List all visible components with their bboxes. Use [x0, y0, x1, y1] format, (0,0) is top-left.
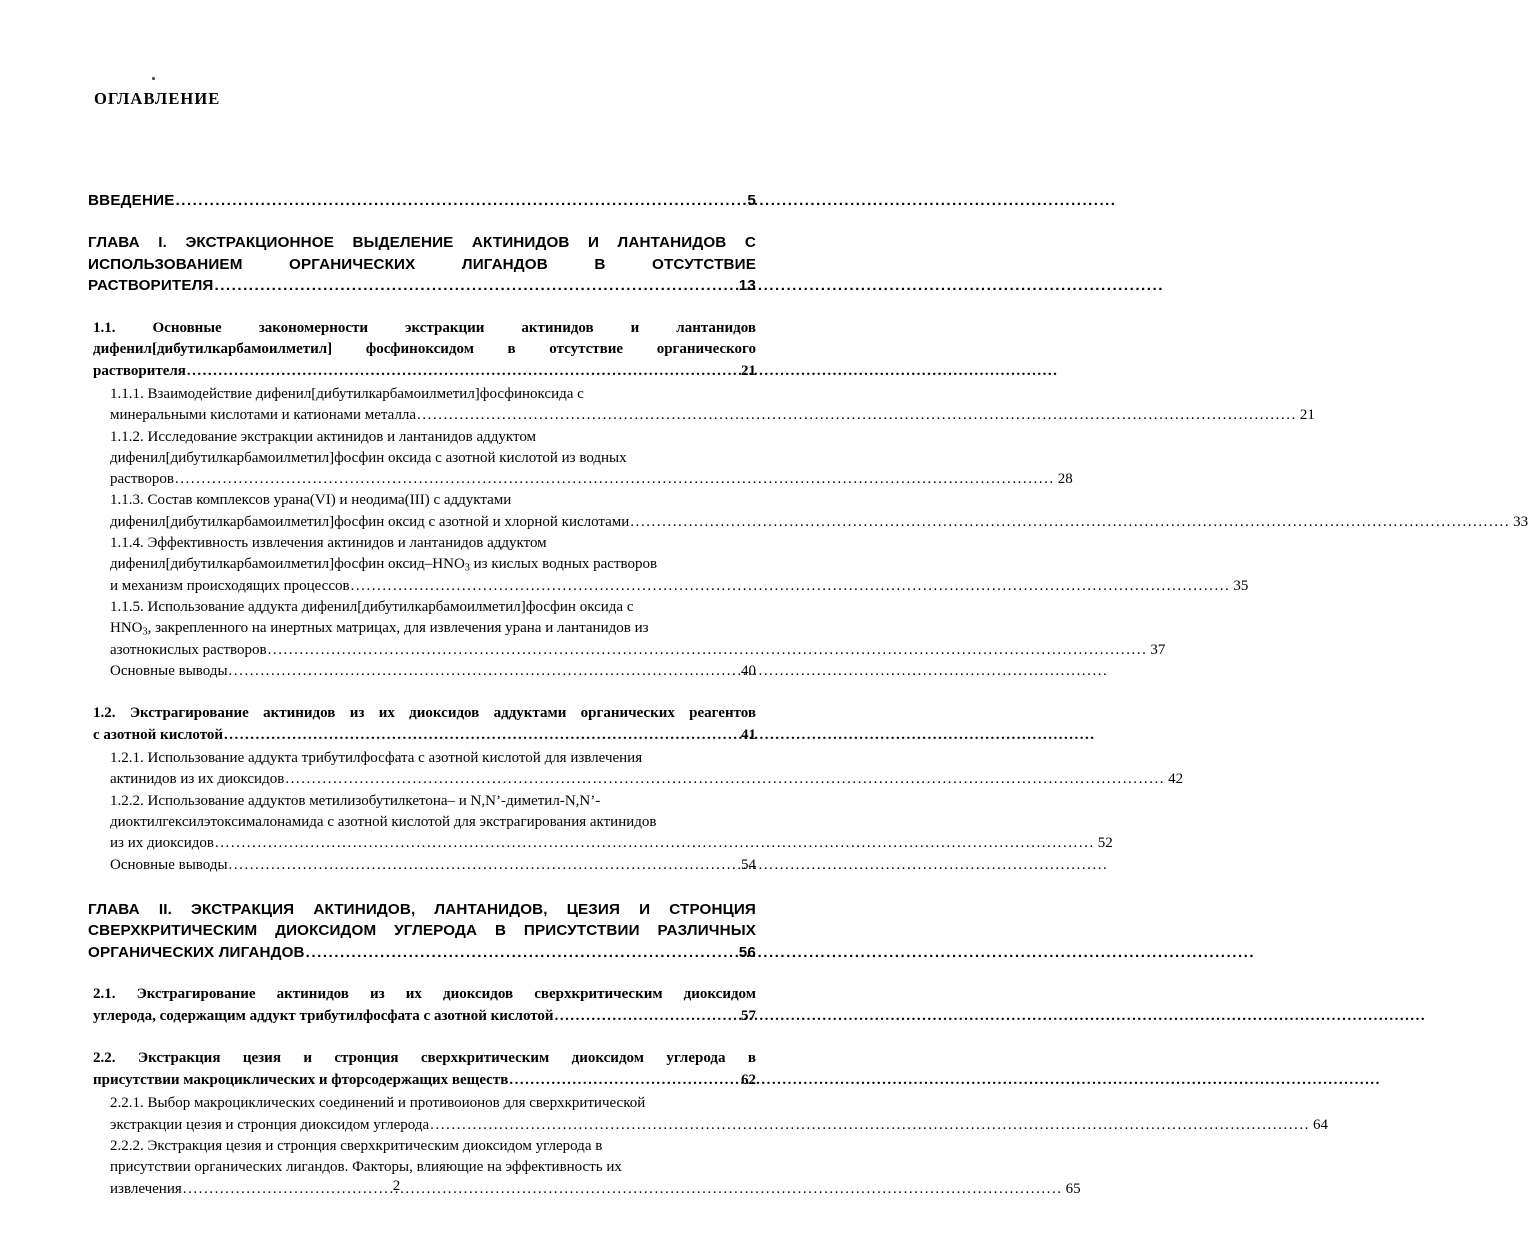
item-title-text: дифенил[дибутилкарбамоилметил]фосфин оксид с азотной и хлорной кислотами: [110, 513, 630, 530]
section-title-text: с азотной кислотой: [93, 726, 224, 743]
chapter-title-last-line: [88, 275, 756, 297]
toc-page-number: 37: [1150, 641, 1166, 658]
dot-leader: [351, 578, 1231, 594]
toc-page-number: 64: [1312, 1116, 1328, 1133]
item-title-line: 1.1.1. Взаимодействие дифенил[дибутилкарбамоилметил]фосфиноксида с: [110, 386, 584, 402]
subscript-3: 3: [142, 626, 148, 638]
item-title-text: извлечения: [110, 1180, 182, 1197]
toc-page-number: 65: [1065, 1180, 1081, 1197]
section-title-text: растворителя: [93, 362, 186, 379]
page-title: ОГЛАВЛЕНИЕ: [94, 89, 221, 108]
item-title-last-line: [110, 640, 1166, 661]
toc-entry-item-1-1-2[interactable]: [110, 427, 1073, 491]
section-title-line: дифенил[дибутилкарбамоилметил] фосфиноксидом в отсутствие органического: [93, 341, 756, 357]
item-title-last-line: [110, 833, 1113, 854]
toc-entry-item-1-2-2[interactable]: [110, 791, 1113, 855]
section-title-line: 1.2. Экстрагирование актинидов из их диоксидов аддуктами органических реагентов: [93, 705, 756, 722]
dot-leader: [306, 942, 738, 964]
chapter-title-line: СВЕРХКРИТИЧЕСКИМ ДИОКСИДОМ УГЛЕРОДА В ПРИСУТСТВИИ РАЗЛИЧНЫХ: [88, 922, 756, 940]
toc-page-number: 42: [1168, 771, 1184, 788]
chapter-title-last-line: [88, 942, 756, 964]
toc-page-number: 41: [741, 726, 756, 743]
section-title-last-line: [93, 361, 756, 383]
dot-leader: [430, 1117, 1310, 1133]
item-title-line: 1.2.2. Использование аддуктов метилизобутилкетона– и N,N’-диметил-N,N’-: [110, 792, 601, 809]
section-title-last-line: [93, 1006, 756, 1028]
dot-leader: [630, 514, 1510, 530]
dot-leader: [229, 661, 738, 682]
toc-page-number: 35: [1233, 577, 1249, 594]
dot-leader: [555, 1006, 740, 1028]
item-title-text: растворов: [110, 471, 174, 488]
item-title-last-line: [110, 769, 1184, 790]
toc-entry-item-1-1-4[interactable]: [110, 533, 1249, 597]
item-title-last-line: [110, 405, 1315, 426]
toc-page-number: 28: [1057, 471, 1073, 488]
toc-entry-section-1-1[interactable]: [93, 318, 756, 383]
item-title-text: азотнокислых растворов: [110, 641, 267, 658]
section-title-last-line: [93, 1070, 756, 1092]
dot-leader: [268, 642, 1148, 658]
formula-prefix: дифенил[дибутилкарбамоилметил]фосфин оксид–HNO: [110, 556, 465, 573]
item-title-text: минеральными кислотами и катионами металла: [110, 407, 417, 424]
subsection-list-1-1: [110, 384, 1528, 682]
toc-page-number: 5: [747, 192, 756, 209]
item-title-line: диоктилгексилэтоксималонамида с азотной кислотой для экстрагирования актинидов: [110, 814, 657, 831]
dot-leader: [509, 1070, 740, 1092]
toc-page-number: 54: [741, 856, 756, 873]
item-title-text: актинидов из их диоксидов: [110, 771, 285, 788]
toc-entry-conclusions-1-2[interactable]: [110, 855, 756, 876]
item-title-line-with-formula: [110, 554, 756, 575]
toc-page-number: 13: [738, 277, 756, 294]
item-title-line: 2.2.1. Выбор макроциклических соединений и противоионов для сверхкритической: [110, 1095, 646, 1112]
section-title-text: присутствии макроциклических и фторсодержащих веществ: [93, 1071, 509, 1088]
formula-suffix: , закрепленного на инертных матрицах, для извлечения урана и лантанидов из: [147, 620, 649, 637]
toc-entry-introduction[interactable]: [88, 192, 756, 209]
item-title-last-line: [110, 1115, 1328, 1136]
toc-page-number: 33: [1513, 513, 1528, 530]
toc-entry-item-2-2-1[interactable]: [110, 1093, 1328, 1136]
toc-entry-conclusions-1-1[interactable]: [110, 661, 756, 682]
page-folio: 2: [392, 1178, 401, 1194]
dot-leader: [187, 361, 740, 383]
toc-page-number: 21: [1299, 407, 1315, 424]
dot-leader: [215, 835, 1095, 851]
toc-page-number: 52: [1097, 835, 1113, 852]
toc-page-number: 40: [741, 662, 756, 679]
item-title-last-line: [110, 576, 1249, 597]
toc-entry-item-1-1-1[interactable]: [110, 384, 1315, 427]
section-title-last-line: [93, 725, 756, 747]
section-title-text: углерода, содержащим аддукт трибутилфосфата с азотной кислотой: [93, 1007, 554, 1024]
item-title-text: и механизм происходящих процессов: [110, 577, 350, 594]
item-title-line: 1.1.3. Состав комплексов урана(VI) и неодима(III) с аддуктами: [110, 492, 512, 509]
section-title-line: 2.1. Экстрагирование актинидов из их диоксидов сверхкритическим диоксидом: [93, 986, 756, 1003]
item-title-line: присутствии органических лигандов. Факторы, влияющие на эффективность их: [110, 1159, 622, 1176]
toc-entry-item-1-1-5[interactable]: [110, 597, 1166, 661]
subscript-3: 3: [464, 563, 470, 575]
dot-leader: [175, 471, 1055, 487]
chapter-title-line: ГЛАВА II. ЭКСТРАКЦИЯ АКТИНИДОВ, ЛАНТАНИДОВ, ЦЕЗИЯ И СТРОНЦИЯ: [88, 900, 756, 918]
item-title-line: 1.2.1. Использование аддукта трибутилфосфата с азотной кислотой для извлечения: [110, 750, 643, 767]
dot-leader: [224, 725, 740, 747]
item-title-line: 1.1.5. Использование аддукта дифенил[дибутилкарбамоилметил]фосфин оксида с: [110, 598, 634, 615]
item-title-line: 1.1.2. Исследование экстракции актинидов и лантанидов аддуктом: [110, 428, 537, 445]
item-title-text: Основные выводы: [110, 662, 228, 679]
formula-suffix: из кислых водных растворов: [469, 556, 658, 573]
item-title-text: из их диоксидов: [110, 835, 214, 852]
item-title-last-line: [110, 469, 1073, 490]
item-title-line-with-formula: [110, 618, 756, 639]
toc-entry-section-2-2[interactable]: [93, 1048, 756, 1091]
item-title-line: 2.2.2. Экстракция цезия и стронция сверхкритическим диоксидом углерода в: [110, 1138, 603, 1155]
item-title-last-line: [110, 512, 1528, 533]
dot-leader: [285, 771, 1165, 787]
toc-entry-section-1-2[interactable]: [93, 703, 756, 746]
toc-entry-label: ВВЕДЕНИЕ: [88, 192, 175, 209]
dot-leader: [229, 855, 738, 876]
toc-entry-chapter-1[interactable]: [88, 232, 756, 297]
item-title-line: дифенил[дибутилкарбамоилметил]фосфин оксида с азотной кислотой из водных: [110, 449, 627, 466]
chapter-title-text: ОРГАНИЧЕСКИХ ЛИГАНДОВ: [88, 943, 305, 961]
chapter-title-line: ГЛАВА I. ЭКСТРАКЦИОННОЕ ВЫДЕЛЕНИЕ АКТИНИДОВ И ЛАНТАНИДОВ С: [88, 234, 756, 251]
formula-prefix: HNO: [110, 620, 143, 637]
toc-page-number: 62: [741, 1071, 756, 1088]
chapter-title-text: РАСТВОРИТЕЛЯ: [88, 277, 214, 294]
item-title-line: 1.1.4. Эффективность извлечения актинидов и лантанидов аддуктом: [110, 535, 547, 552]
item-title-text: Основные выводы: [110, 856, 228, 873]
table-of-contents: [88, 80, 1528, 1200]
toc-entry-item-1-1-3[interactable]: [110, 490, 1528, 533]
toc-entry-chapter-2[interactable]: [88, 899, 756, 964]
subsection-list-1-2: [110, 748, 1184, 876]
dot-leader: [214, 275, 737, 297]
item-title-text: экстракции цезия и стронция диоксидом углерода: [110, 1116, 430, 1133]
dot-leader: [176, 192, 747, 209]
toc-page-number: 57: [741, 1007, 756, 1024]
chapter-title-line: ИСПОЛЬЗОВАНИЕМ ОРГАНИЧЕСКИХ ЛИГАНДОВ В ОТСУТСТВИЕ: [88, 255, 756, 273]
toc-page-number: 21: [741, 362, 756, 379]
toc-entry-section-2-1[interactable]: [93, 984, 756, 1027]
section-title-line: 1.1. Основные закономерности экстракции актинидов и лантанидов: [93, 319, 756, 336]
section-title-line: 2.2. Экстракция цезия и стронция сверхкритическим диоксидом углерода в: [93, 1050, 756, 1067]
toc-entry-item-1-2-1[interactable]: [110, 748, 1184, 791]
dot-leader: [417, 407, 1297, 423]
toc-page-number: 56: [738, 943, 756, 961]
